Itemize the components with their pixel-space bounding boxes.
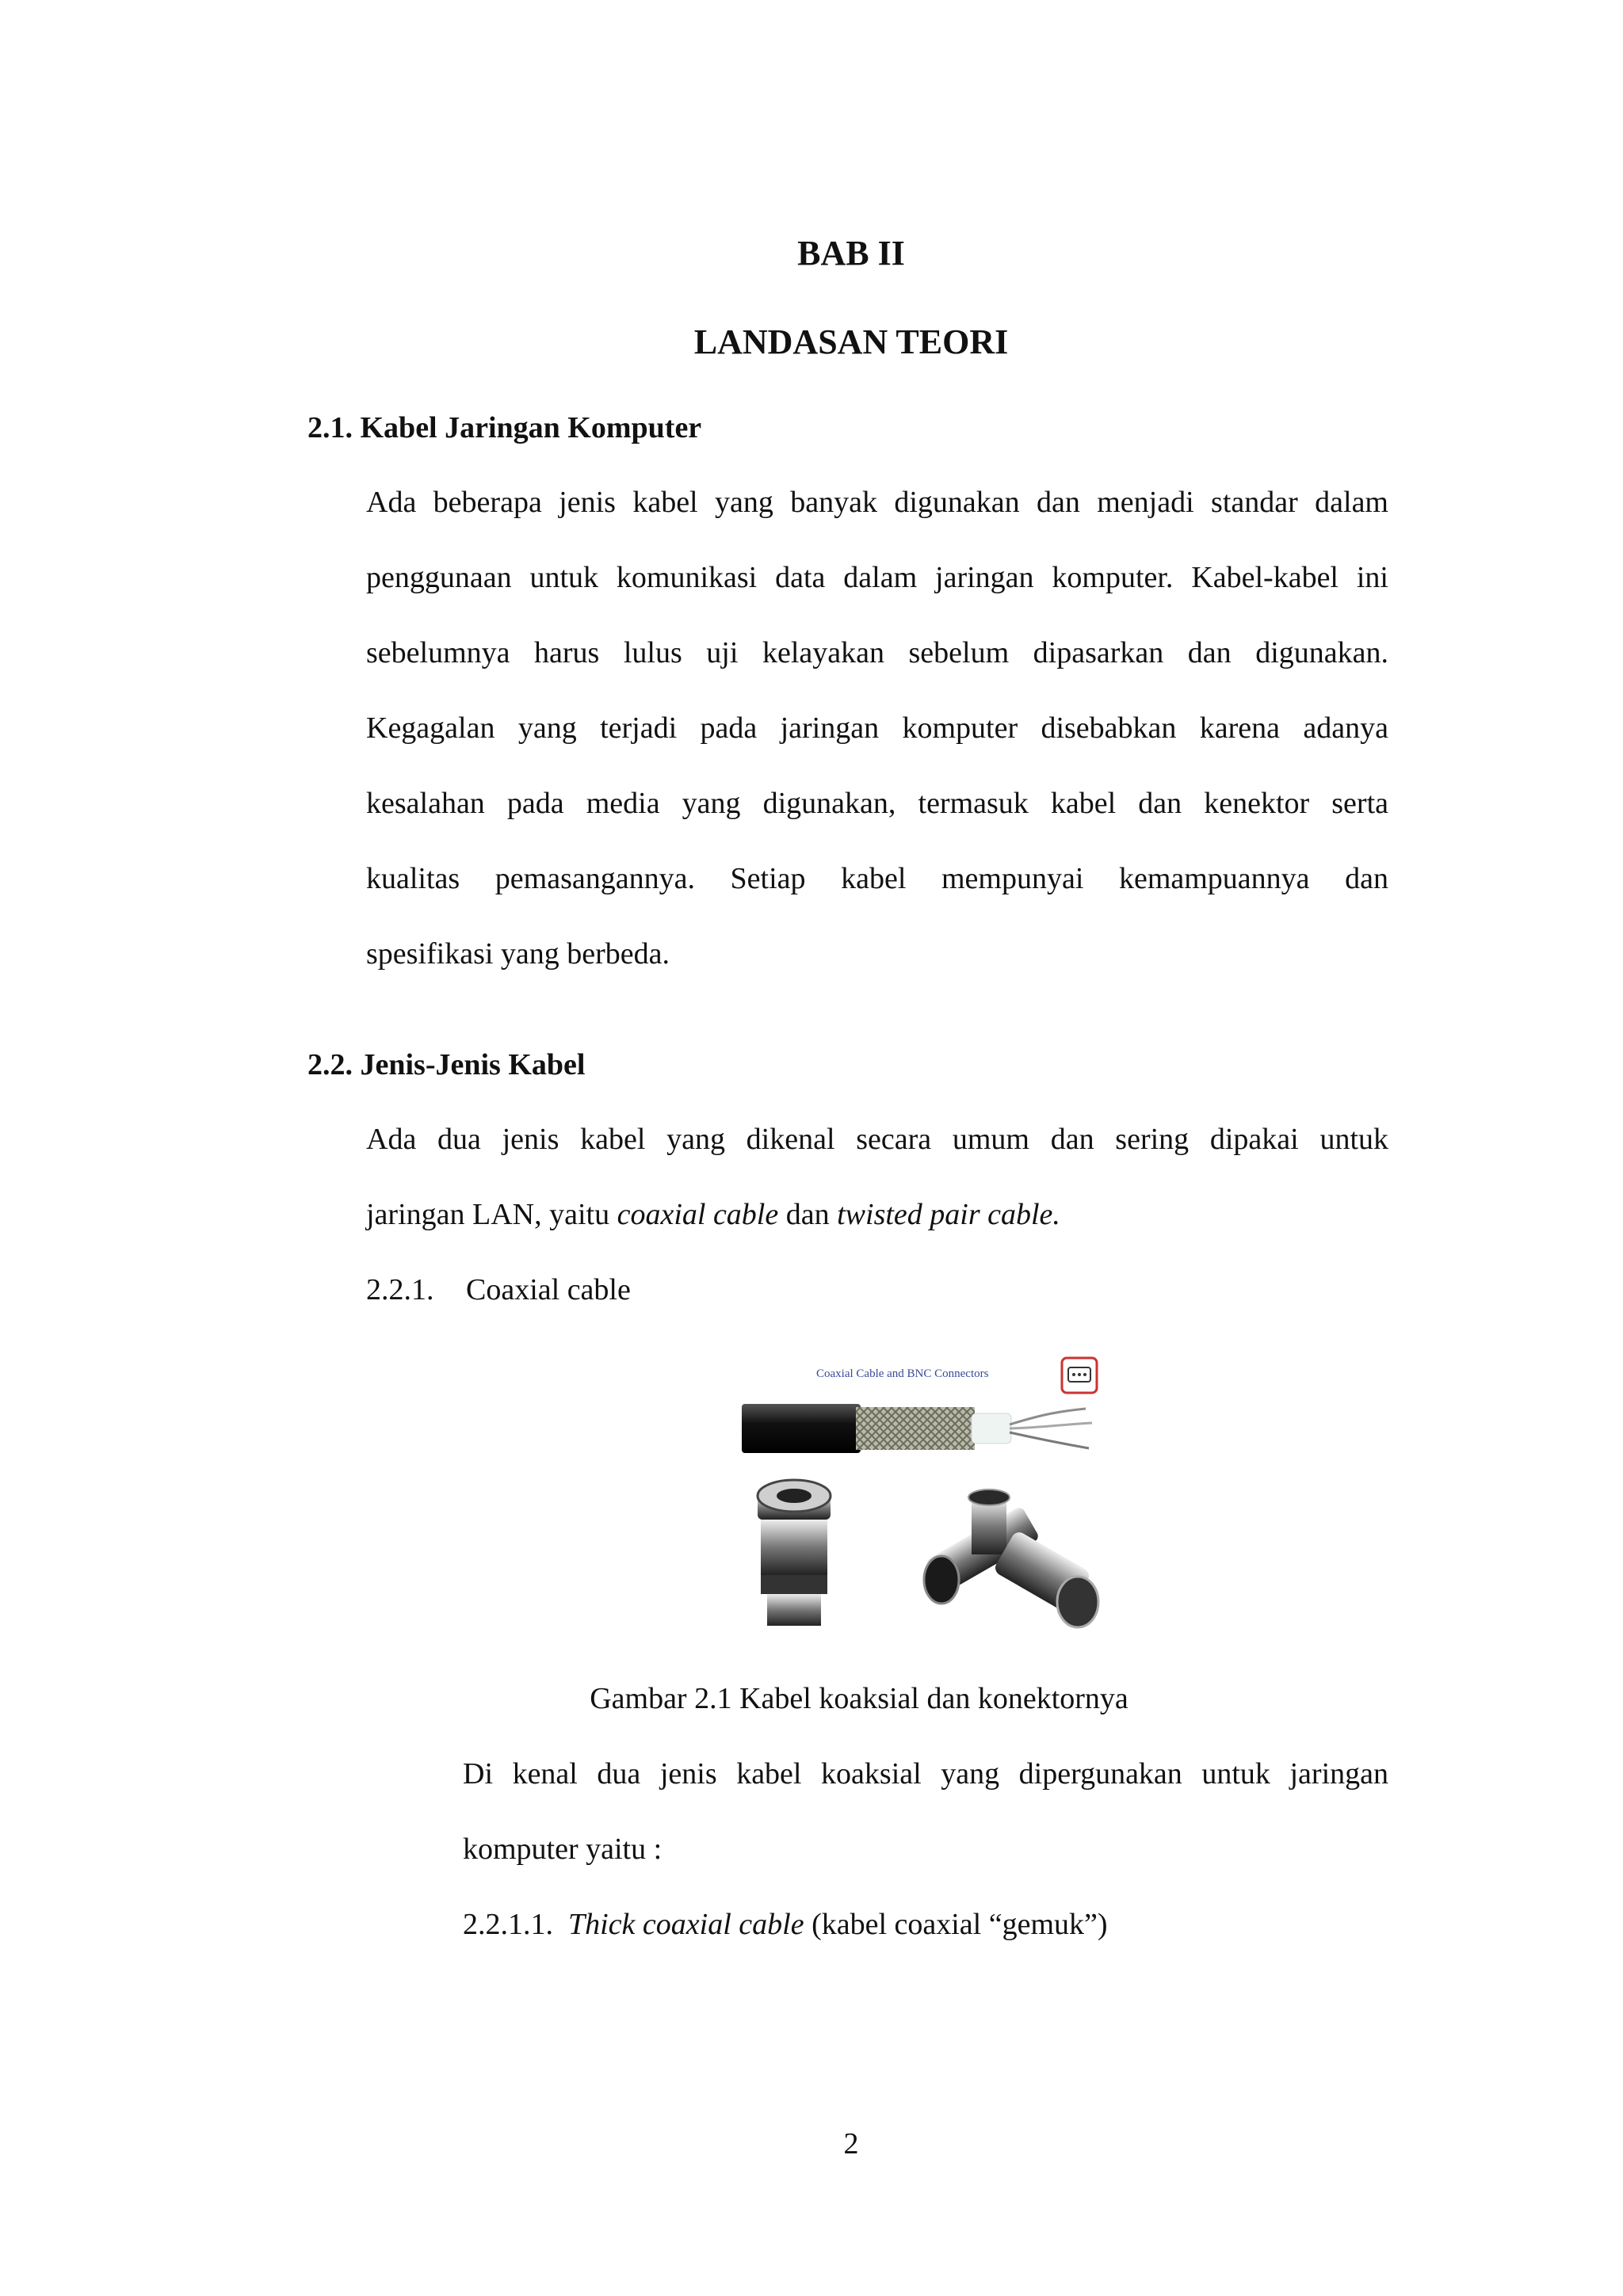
coaxial-cable-photo	[737, 1341, 1109, 1642]
chapter-number: BAB II	[797, 234, 905, 273]
text-run: jaringan LAN, yaitu	[366, 1198, 617, 1231]
subsection-number: 2.2.1.	[366, 1273, 434, 1306]
chapter-title: LANDASAN TEORI	[693, 322, 1009, 361]
paragraph-line: Ada dua jenis kabel yang dikenal secara umum dan sering dipakai untuk	[366, 1123, 1388, 1156]
paragraph-line: Kegagalan yang terjadi pada jaringan komputer disebabkan karena adanya	[366, 711, 1388, 745]
italic-term: twisted pair cable.	[837, 1198, 1060, 1231]
figure-label: Coaxial Cable and BNC Connectors	[816, 1367, 989, 1380]
paragraph-line: Di kenal dua jenis kabel koaksial yang dipergunakan untuk jaringan	[463, 1757, 1388, 1791]
bnc-connector-drawing	[758, 1480, 831, 1626]
connector-icon	[1062, 1358, 1097, 1393]
coaxial-cable-figure	[737, 1341, 1109, 1642]
t-connector-drawing	[924, 1489, 1098, 1627]
italic-term: Thick coaxial cable	[568, 1908, 804, 1941]
paragraph-line: penggunaan untuk komunikasi data dalam jaringan komputer. Kabel-kabel ini	[366, 561, 1388, 594]
subsection-title: Coaxial cable	[466, 1273, 631, 1306]
italic-term: coaxial cable	[617, 1198, 779, 1231]
figure-caption: Gambar 2.1 Kabel koaksial dan konektornya	[590, 1682, 1128, 1715]
text-run: (kabel coaxial “gemuk”)	[804, 1908, 1108, 1941]
list-item	[463, 1904, 1388, 1945]
paragraph-line: sebelumnya harus lulus uji kelayakan sebelum dipasarkan dan digunakan.	[366, 636, 1388, 669]
paragraph-line: Ada beberapa jenis kabel yang banyak digunakan dan menjadi standar dalam	[366, 486, 1388, 519]
item-number: 2.2.1.1.	[463, 1908, 553, 1941]
page-number: 2	[843, 2127, 859, 2161]
paragraph-line: kesalahan pada media yang digunakan, termasuk kabel dan kenektor serta	[366, 787, 1388, 820]
paragraph-line: komputer yaitu :	[463, 1833, 663, 1866]
coax-cable-drawing	[742, 1404, 1092, 1453]
section-heading-2-2: 2.2. Jenis-Jenis Kabel	[307, 1048, 586, 1081]
paragraph-line	[366, 1194, 1388, 1235]
paragraph-line: spesifikasi yang berbeda.	[366, 937, 670, 971]
paragraph-line: kualitas pemasangannya. Setiap kabel mempunyai kemampuannya dan	[366, 862, 1388, 895]
text-run: dan	[778, 1198, 838, 1231]
section-heading-2-1: 2.1. Kabel Jaringan Komputer	[307, 411, 702, 444]
